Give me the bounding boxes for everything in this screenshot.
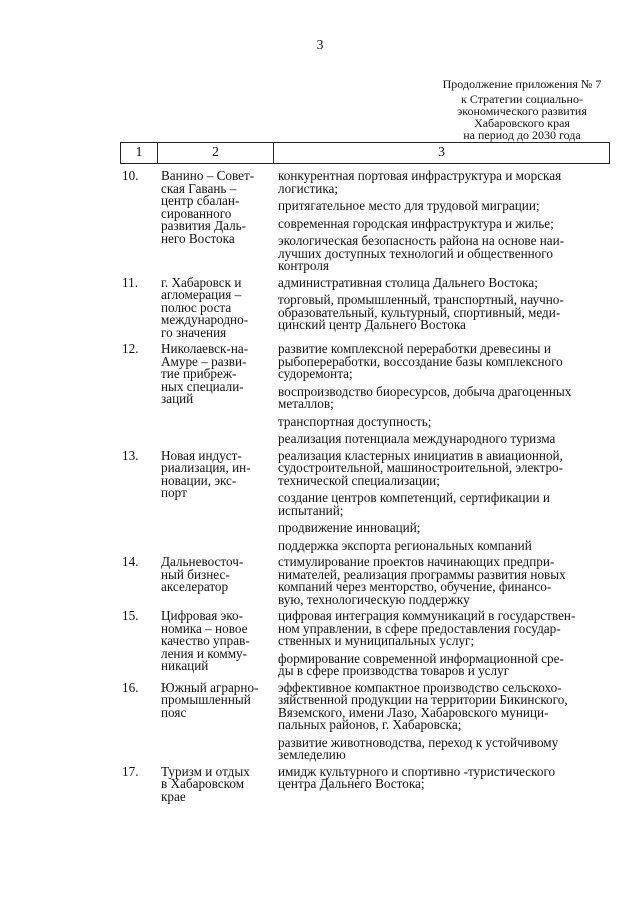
row-item-line: притягательное место для трудовой миграции; (278, 198, 540, 213)
row-name (156, 610, 268, 678)
row-name-line: новации, экс- (161, 472, 237, 488)
row-item (278, 294, 610, 332)
row-name-line: никаций (161, 658, 209, 673)
row-item (278, 492, 610, 517)
row-name-line: сированного (161, 205, 232, 221)
row-item (278, 610, 610, 648)
row-name-line: Николаевск-на- (161, 341, 249, 356)
table-row (120, 610, 610, 678)
row-item-line: земледелию (278, 747, 346, 762)
row-name-line: качество управ- (161, 633, 250, 648)
row-name-line: порт (161, 485, 187, 500)
row-item-line: лучших доступных технологий и общественного (278, 245, 553, 261)
row-name-line: международно- (161, 312, 249, 327)
row-name (156, 170, 268, 273)
appendix-title: Продолжение приложения № 7 (442, 77, 602, 91)
table-row (120, 556, 610, 606)
row-name-line: центр сбалан- (161, 193, 240, 208)
row-number: 15. (122, 608, 139, 623)
row-number: 14. (122, 554, 139, 569)
row-name (156, 763, 268, 804)
row-name-line: полюс роста (161, 299, 232, 315)
row-item (278, 734, 610, 762)
row-item-line: металлов; (278, 396, 334, 411)
row-number: 16. (122, 679, 139, 695)
row-item-line: логистика; (278, 180, 339, 196)
row-items (268, 679, 610, 762)
row-item (278, 343, 610, 381)
row-name-line: промышленный (161, 692, 251, 707)
appendix-subtitle-line: Хабаровского края (474, 116, 570, 130)
row-name-line: развития Даль- (161, 218, 247, 233)
row-items (268, 763, 610, 804)
row-name-line: крае (161, 788, 186, 804)
appendix-subtitle-line: на период до 2030 года (463, 128, 581, 142)
row-item-line: пальных районов, г. Хабаровска; (278, 717, 462, 732)
row-name-line: Новая индуст- (161, 447, 242, 463)
row-item-line: центра Дальнего Востока; (278, 776, 425, 791)
row-item-line: торговый, промышленный, транспортный, научно- (278, 292, 564, 307)
row-name-line: Цифровая эко- (161, 608, 243, 623)
row-item (278, 200, 610, 213)
row-name-line: агломерация – (161, 287, 242, 302)
row-name (156, 556, 268, 606)
row-name-line: пояс (161, 704, 187, 720)
row-item-line: ственных и муниципальных услуг; (278, 633, 475, 648)
table-row (120, 447, 610, 553)
column-header-content: 3 (438, 145, 445, 160)
row-name (156, 274, 268, 340)
row-name-line: г. Хабаровск и (161, 274, 242, 290)
row-item-line: экологическая безопасность района на основе наи- (278, 233, 565, 248)
row-items (268, 447, 610, 553)
row-item-line: развитие животноводства, переход к устойчивому (278, 734, 559, 750)
row-item-line: образовательный, культурный, спортивный, меди- (278, 304, 561, 320)
row-name-line: него Востока (161, 230, 235, 246)
row-item-line: эффективное компактное производство сельскохо- (278, 679, 562, 695)
row-item-line: судостроительной, машиностроительной, электро- (278, 460, 564, 475)
row-item-line: Вяземского, имени Лазо, Хабаровского муници- (278, 704, 549, 720)
row-item-line: конкурентная портовая инфраструктура и морская (278, 168, 562, 183)
row-name-line: тие прибреж- (161, 366, 237, 381)
row-item-line: ном управлении, в сфере предоставления государ- (278, 620, 561, 636)
row-item (278, 274, 610, 290)
row-item-line: испытаний; (278, 502, 344, 518)
row-name (156, 343, 268, 446)
row-item (278, 413, 610, 429)
row-item (278, 170, 610, 195)
row-item-line: формирование современной информационной сре- (278, 650, 564, 666)
row-name-line: ных специали- (161, 378, 244, 394)
row-items (268, 274, 610, 340)
appendix-subtitle-line: к Стратегии социально- (461, 92, 583, 106)
row-name-line: ный бизнес- (161, 566, 230, 582)
row-item-line: рыбопереработки, воссоздание базы комплексного (278, 353, 563, 369)
row-item (278, 447, 610, 488)
row-items (268, 170, 610, 273)
table-row (120, 763, 610, 804)
row-item (278, 556, 610, 606)
row-item-line: реализация кластерных инициатив в авиационной, (278, 447, 563, 463)
row-item-line: административная столица Дальнего Востока; (278, 274, 538, 290)
row-item (278, 522, 610, 535)
row-number: 11. (122, 274, 138, 290)
table-header-row (120, 142, 610, 164)
table-row (120, 274, 610, 340)
row-item-line: технической специализации; (278, 472, 440, 488)
row-item-line: цинский центр Дальнего Востока (278, 317, 466, 332)
appendix-header (432, 78, 612, 141)
row-item-line: продвижение инноваций; (278, 520, 421, 535)
row-item (278, 433, 610, 446)
row-name-line: риализация, ин- (161, 460, 251, 475)
row-name-line: Ванино – Совет- (161, 168, 255, 183)
row-name-line: заций (161, 391, 194, 406)
row-name-line: в Хабаровском (161, 776, 245, 791)
row-item-line: поддержка экспорта региональных компаний (278, 537, 532, 553)
row-name-line: го значения (161, 324, 227, 340)
row-number: 13. (122, 447, 139, 463)
appendix-subtitle-line: экономического развития (457, 104, 587, 118)
row-item (278, 763, 610, 791)
row-item-line: ды в сфере производства товаров и услуг (278, 663, 510, 678)
table-row (120, 170, 610, 273)
row-item-line: нимателей, реализация программы развития новых (278, 566, 566, 582)
row-item (278, 650, 610, 678)
row-number: 12. (122, 341, 139, 356)
row-item-line: воспроизводство биоресурсов, добыча драгоценных (278, 383, 572, 399)
row-item-line: зяйственной продукции на территории Бикинского, (278, 692, 568, 707)
row-item-line: реализация потенциала международного туризма (278, 431, 556, 446)
row-item-line: компаний через менторство, обучение, финансо- (278, 579, 552, 594)
row-name (156, 679, 268, 762)
row-item-line: стимулирование проектов начинающих предпри- (278, 554, 555, 569)
row-item-line: современная городская инфраструктура и жилье; (278, 215, 554, 231)
row-item-line: вую, технологическую поддержку (278, 591, 470, 607)
row-name-line: Дальневосточ- (161, 554, 244, 569)
row-item-line: контроля (278, 258, 329, 273)
row-name-line: ская Гавань – (161, 180, 237, 196)
row-item-line: развитие комплексной переработки древесины и (278, 341, 551, 356)
row-item (278, 383, 610, 411)
row-item-line: имидж культурного и спортивно -туристического (278, 763, 556, 779)
row-item-line: судоремонта; (278, 366, 353, 381)
column-header-name: 2 (158, 143, 274, 163)
row-name-line: ления и комму- (161, 645, 248, 661)
table-row (120, 343, 610, 446)
table-row (120, 679, 610, 762)
row-name (156, 447, 268, 553)
row-item-line: цифровая интеграция коммуникаций в государствен- (278, 608, 576, 623)
row-name-line: Туризм и отдых (161, 763, 250, 779)
row-items (268, 343, 610, 446)
page-number: 3 (316, 38, 324, 53)
column-header-number: 1 (121, 143, 158, 163)
row-items (268, 610, 610, 678)
row-item (278, 679, 610, 732)
row-name-line: номика – новое (161, 620, 248, 636)
row-item (278, 537, 610, 553)
row-number: 17. (122, 763, 139, 779)
row-item-line: транспортная доступность; (278, 413, 432, 429)
row-item (278, 215, 610, 231)
row-name-line: акселератор (161, 579, 229, 594)
row-number: 10. (122, 168, 139, 183)
row-item-line: создание центров компетенций, сертификации и (278, 490, 550, 505)
row-item (278, 235, 610, 273)
row-items (268, 556, 610, 606)
table-body (120, 170, 610, 807)
row-name-line: Амуре – разви- (161, 353, 247, 369)
row-name-line: Южный аграрно- (161, 679, 259, 695)
